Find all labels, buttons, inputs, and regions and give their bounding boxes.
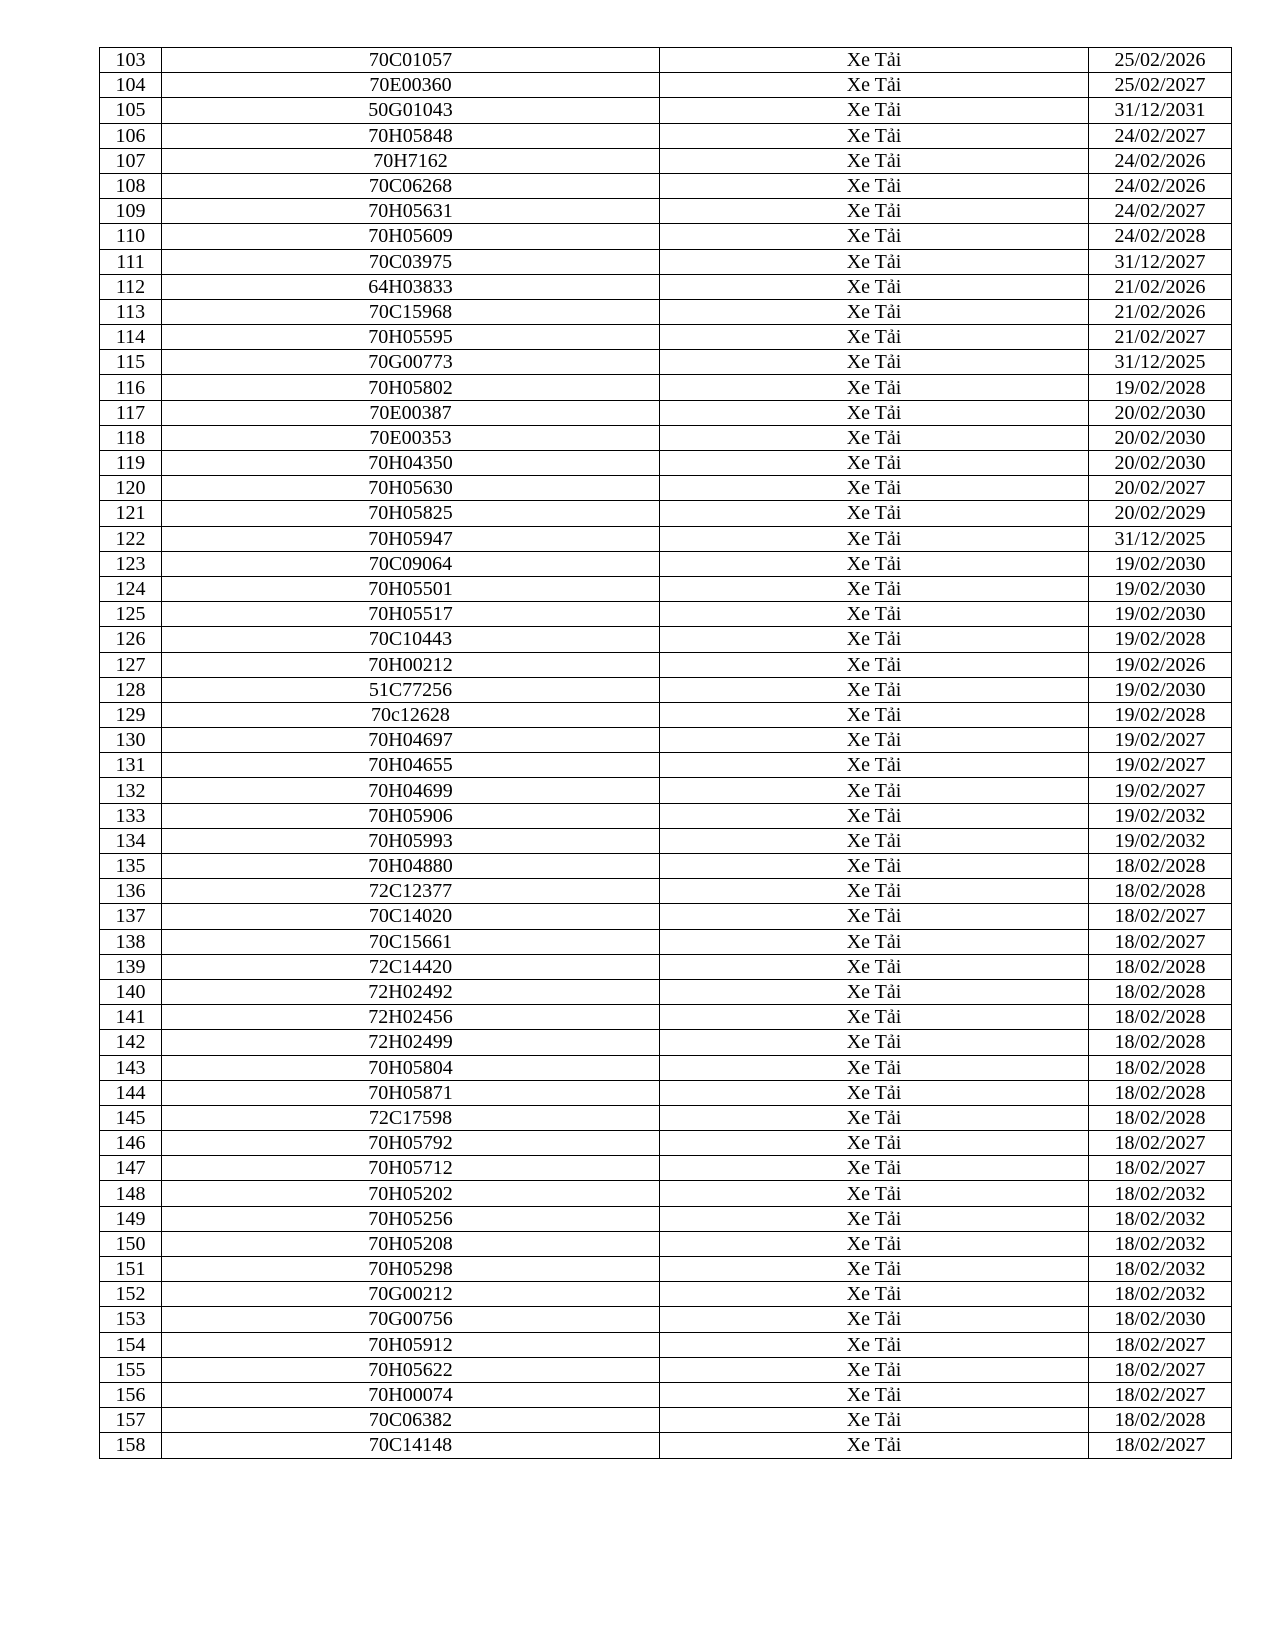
row-number-cell: 107: [100, 148, 162, 173]
row-number-cell: 133: [100, 803, 162, 828]
plate-number-cell: 70H04350: [162, 451, 660, 476]
plate-number-cell: 70C09064: [162, 551, 660, 576]
date-cell: 24/02/2028: [1089, 224, 1232, 249]
plate-number-cell: 70H05825: [162, 501, 660, 526]
vehicle-type-cell: Xe Tải: [660, 299, 1089, 324]
date-cell: 18/02/2027: [1089, 904, 1232, 929]
table-row: [100, 325, 1232, 350]
vehicle-type-cell: Xe Tải: [660, 476, 1089, 501]
date-cell: 19/02/2028: [1089, 627, 1232, 652]
table-row: [100, 1282, 1232, 1307]
plate-number-cell: 70C03975: [162, 249, 660, 274]
date-cell: 19/02/2030: [1089, 602, 1232, 627]
row-number-cell: 118: [100, 425, 162, 450]
plate-number-cell: 70H05630: [162, 476, 660, 501]
plate-number-cell: 70E00353: [162, 425, 660, 450]
vehicle-table-body: [100, 48, 1232, 1459]
row-number-cell: 125: [100, 602, 162, 627]
table-row: [100, 1332, 1232, 1357]
table-row: [100, 702, 1232, 727]
date-cell: 18/02/2027: [1089, 1131, 1232, 1156]
plate-number-cell: 70H00074: [162, 1382, 660, 1407]
date-cell: 18/02/2028: [1089, 1055, 1232, 1080]
vehicle-type-cell: Xe Tải: [660, 425, 1089, 450]
row-number-cell: 106: [100, 123, 162, 148]
vehicle-type-cell: Xe Tải: [660, 803, 1089, 828]
table-row: [100, 1055, 1232, 1080]
date-cell: 19/02/2028: [1089, 702, 1232, 727]
row-number-cell: 109: [100, 199, 162, 224]
plate-number-cell: 70C06382: [162, 1408, 660, 1433]
plate-number-cell: 70H05202: [162, 1181, 660, 1206]
table-row: [100, 476, 1232, 501]
vehicle-type-cell: Xe Tải: [660, 48, 1089, 73]
date-cell: 31/12/2031: [1089, 98, 1232, 123]
vehicle-type-cell: Xe Tải: [660, 451, 1089, 476]
vehicle-type-cell: Xe Tải: [660, 954, 1089, 979]
date-cell: 20/02/2030: [1089, 425, 1232, 450]
vehicle-type-cell: Xe Tải: [660, 325, 1089, 350]
row-number-cell: 110: [100, 224, 162, 249]
table-row: [100, 904, 1232, 929]
plate-number-cell: 70H05595: [162, 325, 660, 350]
table-row: [100, 173, 1232, 198]
table-row: [100, 1433, 1232, 1458]
vehicle-type-cell: Xe Tải: [660, 1131, 1089, 1156]
vehicle-type-cell: Xe Tải: [660, 1307, 1089, 1332]
date-cell: 19/02/2027: [1089, 778, 1232, 803]
row-number-cell: 119: [100, 451, 162, 476]
row-number-cell: 113: [100, 299, 162, 324]
row-number-cell: 142: [100, 1030, 162, 1055]
date-cell: 24/02/2026: [1089, 173, 1232, 198]
vehicle-type-cell: Xe Tải: [660, 1055, 1089, 1080]
date-cell: 18/02/2032: [1089, 1181, 1232, 1206]
plate-number-cell: 70H05256: [162, 1206, 660, 1231]
table-row: [100, 148, 1232, 173]
row-number-cell: 140: [100, 979, 162, 1004]
vehicle-type-cell: Xe Tải: [660, 1080, 1089, 1105]
plate-number-cell: 70C14148: [162, 1433, 660, 1458]
date-cell: 18/02/2032: [1089, 1257, 1232, 1282]
date-cell: 20/02/2027: [1089, 476, 1232, 501]
table-row: [100, 350, 1232, 375]
row-number-cell: 104: [100, 73, 162, 98]
date-cell: 31/12/2025: [1089, 526, 1232, 551]
date-cell: 18/02/2027: [1089, 1332, 1232, 1357]
plate-number-cell: 51C77256: [162, 677, 660, 702]
row-number-cell: 120: [100, 476, 162, 501]
plate-number-cell: 70H05208: [162, 1231, 660, 1256]
row-number-cell: 157: [100, 1408, 162, 1433]
date-cell: 19/02/2032: [1089, 803, 1232, 828]
vehicle-type-cell: Xe Tải: [660, 753, 1089, 778]
table-row: [100, 803, 1232, 828]
vehicle-type-cell: Xe Tải: [660, 879, 1089, 904]
row-number-cell: 156: [100, 1382, 162, 1407]
row-number-cell: 127: [100, 652, 162, 677]
row-number-cell: 153: [100, 1307, 162, 1332]
plate-number-cell: 70H7162: [162, 148, 660, 173]
table-row: [100, 526, 1232, 551]
table-row: [100, 98, 1232, 123]
vehicle-type-cell: Xe Tải: [660, 979, 1089, 1004]
vehicle-type-cell: Xe Tải: [660, 148, 1089, 173]
table-row: [100, 979, 1232, 1004]
table-row: [100, 728, 1232, 753]
plate-number-cell: 70H04880: [162, 854, 660, 879]
plate-number-cell: 70H05501: [162, 576, 660, 601]
vehicle-type-cell: Xe Tải: [660, 602, 1089, 627]
vehicle-table: [99, 47, 1232, 1459]
plate-number-cell: 70c12628: [162, 702, 660, 727]
row-number-cell: 146: [100, 1131, 162, 1156]
date-cell: 31/12/2025: [1089, 350, 1232, 375]
plate-number-cell: 50G01043: [162, 98, 660, 123]
vehicle-type-cell: Xe Tải: [660, 375, 1089, 400]
date-cell: 19/02/2030: [1089, 551, 1232, 576]
table-row: [100, 778, 1232, 803]
row-number-cell: 145: [100, 1105, 162, 1130]
row-number-cell: 147: [100, 1156, 162, 1181]
date-cell: 18/02/2028: [1089, 954, 1232, 979]
row-number-cell: 114: [100, 325, 162, 350]
date-cell: 21/02/2026: [1089, 299, 1232, 324]
vehicle-type-cell: Xe Tải: [660, 249, 1089, 274]
plate-number-cell: 70C15968: [162, 299, 660, 324]
vehicle-type-cell: Xe Tải: [660, 652, 1089, 677]
date-cell: 18/02/2028: [1089, 1408, 1232, 1433]
date-cell: 18/02/2028: [1089, 854, 1232, 879]
row-number-cell: 103: [100, 48, 162, 73]
vehicle-type-cell: Xe Tải: [660, 1206, 1089, 1231]
row-number-cell: 131: [100, 753, 162, 778]
table-row: [100, 753, 1232, 778]
table-row: [100, 1005, 1232, 1030]
vehicle-type-cell: Xe Tải: [660, 1357, 1089, 1382]
table-row: [100, 375, 1232, 400]
row-number-cell: 149: [100, 1206, 162, 1231]
plate-number-cell: 72H02492: [162, 979, 660, 1004]
table-row: [100, 828, 1232, 853]
date-cell: 18/02/2028: [1089, 1030, 1232, 1055]
table-row: [100, 879, 1232, 904]
table-row: [100, 1156, 1232, 1181]
plate-number-cell: 70H05517: [162, 602, 660, 627]
row-number-cell: 138: [100, 929, 162, 954]
row-number-cell: 121: [100, 501, 162, 526]
date-cell: 18/02/2032: [1089, 1206, 1232, 1231]
date-cell: 20/02/2030: [1089, 400, 1232, 425]
date-cell: 20/02/2030: [1089, 451, 1232, 476]
row-number-cell: 141: [100, 1005, 162, 1030]
table-row: [100, 48, 1232, 73]
plate-number-cell: 70H00212: [162, 652, 660, 677]
table-row: [100, 1105, 1232, 1130]
vehicle-type-cell: Xe Tải: [660, 1156, 1089, 1181]
vehicle-type-cell: Xe Tải: [660, 854, 1089, 879]
row-number-cell: 154: [100, 1332, 162, 1357]
row-number-cell: 132: [100, 778, 162, 803]
row-number-cell: 155: [100, 1357, 162, 1382]
vehicle-type-cell: Xe Tải: [660, 350, 1089, 375]
plate-number-cell: 70H04655: [162, 753, 660, 778]
plate-number-cell: 70H05622: [162, 1357, 660, 1382]
vehicle-type-cell: Xe Tải: [660, 224, 1089, 249]
row-number-cell: 152: [100, 1282, 162, 1307]
plate-number-cell: 70H05802: [162, 375, 660, 400]
plate-number-cell: 70C06268: [162, 173, 660, 198]
row-number-cell: 115: [100, 350, 162, 375]
date-cell: 19/02/2032: [1089, 828, 1232, 853]
table-row: [100, 854, 1232, 879]
vehicle-type-cell: Xe Tải: [660, 73, 1089, 98]
table-row: [100, 274, 1232, 299]
vehicle-type-cell: Xe Tải: [660, 1005, 1089, 1030]
table-row: [100, 123, 1232, 148]
plate-number-cell: 70H05906: [162, 803, 660, 828]
table-row: [100, 954, 1232, 979]
table-row: [100, 627, 1232, 652]
plate-number-cell: 70C14020: [162, 904, 660, 929]
vehicle-type-cell: Xe Tải: [660, 123, 1089, 148]
plate-number-cell: 70E00360: [162, 73, 660, 98]
vehicle-type-cell: Xe Tải: [660, 627, 1089, 652]
date-cell: 25/02/2027: [1089, 73, 1232, 98]
date-cell: 18/02/2027: [1089, 1433, 1232, 1458]
table-row: [100, 1408, 1232, 1433]
date-cell: 18/02/2032: [1089, 1231, 1232, 1256]
row-number-cell: 136: [100, 879, 162, 904]
row-number-cell: 105: [100, 98, 162, 123]
date-cell: 18/02/2028: [1089, 1105, 1232, 1130]
vehicle-type-cell: Xe Tải: [660, 1332, 1089, 1357]
plate-number-cell: 72H02456: [162, 1005, 660, 1030]
vehicle-type-cell: Xe Tải: [660, 98, 1089, 123]
plate-number-cell: 70H05947: [162, 526, 660, 551]
table-row: [100, 199, 1232, 224]
vehicle-type-cell: Xe Tải: [660, 1282, 1089, 1307]
vehicle-type-cell: Xe Tải: [660, 501, 1089, 526]
plate-number-cell: 72C14420: [162, 954, 660, 979]
plate-number-cell: 72H02499: [162, 1030, 660, 1055]
table-row: [100, 1307, 1232, 1332]
row-number-cell: 126: [100, 627, 162, 652]
vehicle-type-cell: Xe Tải: [660, 677, 1089, 702]
vehicle-type-cell: Xe Tải: [660, 1105, 1089, 1130]
plate-number-cell: 70H04697: [162, 728, 660, 753]
table-row: [100, 929, 1232, 954]
vehicle-type-cell: Xe Tải: [660, 728, 1089, 753]
table-row: [100, 451, 1232, 476]
plate-number-cell: 70G00773: [162, 350, 660, 375]
date-cell: 25/02/2026: [1089, 48, 1232, 73]
row-number-cell: 122: [100, 526, 162, 551]
vehicle-type-cell: Xe Tải: [660, 274, 1089, 299]
vehicle-type-cell: Xe Tải: [660, 904, 1089, 929]
plate-number-cell: 70H05631: [162, 199, 660, 224]
table-row: [100, 652, 1232, 677]
table-row: [100, 1206, 1232, 1231]
table-row: [100, 551, 1232, 576]
table-row: [100, 1030, 1232, 1055]
date-cell: 18/02/2028: [1089, 1005, 1232, 1030]
row-number-cell: 134: [100, 828, 162, 853]
row-number-cell: 135: [100, 854, 162, 879]
date-cell: 21/02/2026: [1089, 274, 1232, 299]
row-number-cell: 124: [100, 576, 162, 601]
vehicle-type-cell: Xe Tải: [660, 1257, 1089, 1282]
date-cell: 18/02/2028: [1089, 979, 1232, 1004]
row-number-cell: 129: [100, 702, 162, 727]
plate-number-cell: 70H04699: [162, 778, 660, 803]
vehicle-type-cell: Xe Tải: [660, 1030, 1089, 1055]
plate-number-cell: 70H05871: [162, 1080, 660, 1105]
plate-number-cell: 70H05804: [162, 1055, 660, 1080]
row-number-cell: 137: [100, 904, 162, 929]
date-cell: 19/02/2026: [1089, 652, 1232, 677]
date-cell: 18/02/2027: [1089, 1156, 1232, 1181]
table-row: [100, 576, 1232, 601]
date-cell: 18/02/2027: [1089, 1382, 1232, 1407]
row-number-cell: 151: [100, 1257, 162, 1282]
plate-number-cell: 70H05712: [162, 1156, 660, 1181]
row-number-cell: 111: [100, 249, 162, 274]
date-cell: 19/02/2027: [1089, 753, 1232, 778]
date-cell: 19/02/2027: [1089, 728, 1232, 753]
vehicle-type-cell: Xe Tải: [660, 929, 1089, 954]
row-number-cell: 148: [100, 1181, 162, 1206]
plate-number-cell: 72C17598: [162, 1105, 660, 1130]
vehicle-type-cell: Xe Tải: [660, 1433, 1089, 1458]
date-cell: 20/02/2029: [1089, 501, 1232, 526]
plate-number-cell: 70G00756: [162, 1307, 660, 1332]
table-row: [100, 299, 1232, 324]
date-cell: 18/02/2027: [1089, 929, 1232, 954]
table-row: [100, 602, 1232, 627]
table-row: [100, 400, 1232, 425]
row-number-cell: 116: [100, 375, 162, 400]
table-row: [100, 224, 1232, 249]
row-number-cell: 144: [100, 1080, 162, 1105]
plate-number-cell: 70C01057: [162, 48, 660, 73]
plate-number-cell: 70H05609: [162, 224, 660, 249]
date-cell: 21/02/2027: [1089, 325, 1232, 350]
plate-number-cell: 70H05912: [162, 1332, 660, 1357]
table-row: [100, 249, 1232, 274]
table-row: [100, 501, 1232, 526]
plate-number-cell: 70C10443: [162, 627, 660, 652]
plate-number-cell: 70E00387: [162, 400, 660, 425]
row-number-cell: 123: [100, 551, 162, 576]
date-cell: 24/02/2027: [1089, 123, 1232, 148]
plate-number-cell: 64H03833: [162, 274, 660, 299]
table-row: [100, 1382, 1232, 1407]
date-cell: 24/02/2026: [1089, 148, 1232, 173]
vehicle-type-cell: Xe Tải: [660, 1408, 1089, 1433]
date-cell: 19/02/2028: [1089, 375, 1232, 400]
date-cell: 19/02/2030: [1089, 576, 1232, 601]
vehicle-type-cell: Xe Tải: [660, 1382, 1089, 1407]
vehicle-type-cell: Xe Tải: [660, 828, 1089, 853]
row-number-cell: 108: [100, 173, 162, 198]
vehicle-type-cell: Xe Tải: [660, 778, 1089, 803]
row-number-cell: 128: [100, 677, 162, 702]
table-row: [100, 1231, 1232, 1256]
date-cell: 18/02/2030: [1089, 1307, 1232, 1332]
plate-number-cell: 70G00212: [162, 1282, 660, 1307]
table-row: [100, 1080, 1232, 1105]
vehicle-type-cell: Xe Tải: [660, 576, 1089, 601]
table-row: [100, 73, 1232, 98]
date-cell: 18/02/2028: [1089, 879, 1232, 904]
row-number-cell: 139: [100, 954, 162, 979]
vehicle-type-cell: Xe Tải: [660, 173, 1089, 198]
plate-number-cell: 70H05792: [162, 1131, 660, 1156]
row-number-cell: 158: [100, 1433, 162, 1458]
vehicle-type-cell: Xe Tải: [660, 551, 1089, 576]
plate-number-cell: 70H05298: [162, 1257, 660, 1282]
vehicle-type-cell: Xe Tải: [660, 702, 1089, 727]
row-number-cell: 143: [100, 1055, 162, 1080]
plate-number-cell: 70H05993: [162, 828, 660, 853]
plate-number-cell: 70H05848: [162, 123, 660, 148]
vehicle-type-cell: Xe Tải: [660, 526, 1089, 551]
table-row: [100, 1357, 1232, 1382]
table-row: [100, 1131, 1232, 1156]
vehicle-type-cell: Xe Tải: [660, 199, 1089, 224]
vehicle-type-cell: Xe Tải: [660, 1231, 1089, 1256]
plate-number-cell: 70C15661: [162, 929, 660, 954]
date-cell: 19/02/2030: [1089, 677, 1232, 702]
table-row: [100, 1181, 1232, 1206]
date-cell: 18/02/2028: [1089, 1080, 1232, 1105]
date-cell: 18/02/2032: [1089, 1282, 1232, 1307]
row-number-cell: 130: [100, 728, 162, 753]
date-cell: 31/12/2027: [1089, 249, 1232, 274]
row-number-cell: 112: [100, 274, 162, 299]
vehicle-type-cell: Xe Tải: [660, 1181, 1089, 1206]
vehicle-type-cell: Xe Tải: [660, 400, 1089, 425]
date-cell: 24/02/2027: [1089, 199, 1232, 224]
table-row: [100, 425, 1232, 450]
table-row: [100, 677, 1232, 702]
row-number-cell: 150: [100, 1231, 162, 1256]
date-cell: 18/02/2027: [1089, 1357, 1232, 1382]
row-number-cell: 117: [100, 400, 162, 425]
table-row: [100, 1257, 1232, 1282]
plate-number-cell: 72C12377: [162, 879, 660, 904]
